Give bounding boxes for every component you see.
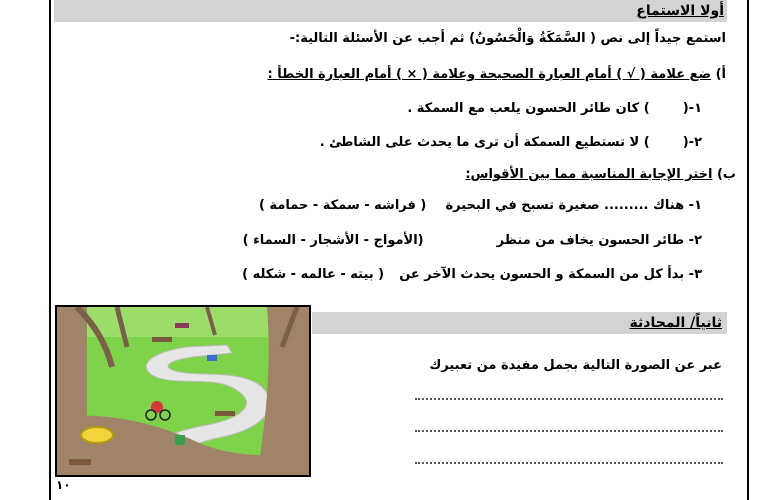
part-b-prefix: ب) <box>716 167 736 182</box>
part-a-instruction: ضع علامة ( √ ) أمام العبارة الصحيحة وعلامة ( × ) أمام العبارة الخطأ : <box>267 67 712 82</box>
part-b-heading <box>465 166 736 184</box>
park-scene-illustration <box>55 305 311 477</box>
choice-options: ( بيته - عالمه - شكله ) <box>242 267 385 282</box>
conversation-instruction: عبر عن الصورة التالية بجمل مفيدة من تعبيرك <box>429 358 722 373</box>
answer-line-1[interactable] <box>415 398 723 400</box>
true-false-item-2 <box>320 134 702 152</box>
section-1-header-bar <box>54 0 727 22</box>
true-false-item-1 <box>407 100 702 118</box>
item-text: لا تستطيع السمكة أن ترى ما يحدث على الشاطئ . <box>319 135 640 150</box>
item-close-paren: ) <box>643 101 650 116</box>
park-bench <box>175 323 189 328</box>
choice-item-3 <box>242 266 702 284</box>
listening-instruction: استمع جيداً إلى نص ( السَّمَكَةُ وَالْحَسُونُ) ثم أجب عن الأسئلة التالية:- <box>289 31 726 46</box>
choice-item-1 <box>259 197 702 215</box>
answer-line-2[interactable] <box>415 430 723 432</box>
choice-options: (الأمواج - الأشجار - السماء ) <box>242 233 424 248</box>
item-number: ٢-( <box>682 135 702 150</box>
part-a-prefix: أ) <box>715 67 726 82</box>
trash-bin <box>175 435 185 445</box>
bird-nest <box>81 427 113 443</box>
choice-stem: ١- هناك ......... صغيرة تسبح في البحيرة <box>445 198 702 213</box>
skateboarder <box>207 355 217 361</box>
choice-item-2 <box>243 232 702 250</box>
item-close-paren: ) <box>643 135 650 150</box>
part-b-instruction: اختر الإجابة المناسبة مما بين الأقواس: <box>465 167 713 182</box>
part-a-heading <box>268 66 726 84</box>
choice-options: ( فراشه - سمكة - حمامة ) <box>258 198 427 213</box>
park-scene-drawing <box>57 307 309 475</box>
item-number: ١-( <box>682 101 702 116</box>
item-text: كان طائر الحسون يلعب مع السمكة . <box>407 101 640 116</box>
park-bench <box>215 411 235 416</box>
section-2-title: ثانياً/ المحادثة <box>629 315 722 331</box>
choice-stem: ٢- طائر الحسون يخاف من منظر <box>496 233 702 248</box>
section-1-title: أولا الاستماع <box>636 3 724 19</box>
choice-stem: ٣- بدأ كل من السمكة و الحسون يحدث الآخر عن <box>399 267 702 282</box>
park-bench <box>152 337 172 342</box>
answer-line-3[interactable] <box>415 462 723 464</box>
park-bench <box>69 459 91 465</box>
page-number: ١٠ <box>56 478 71 492</box>
